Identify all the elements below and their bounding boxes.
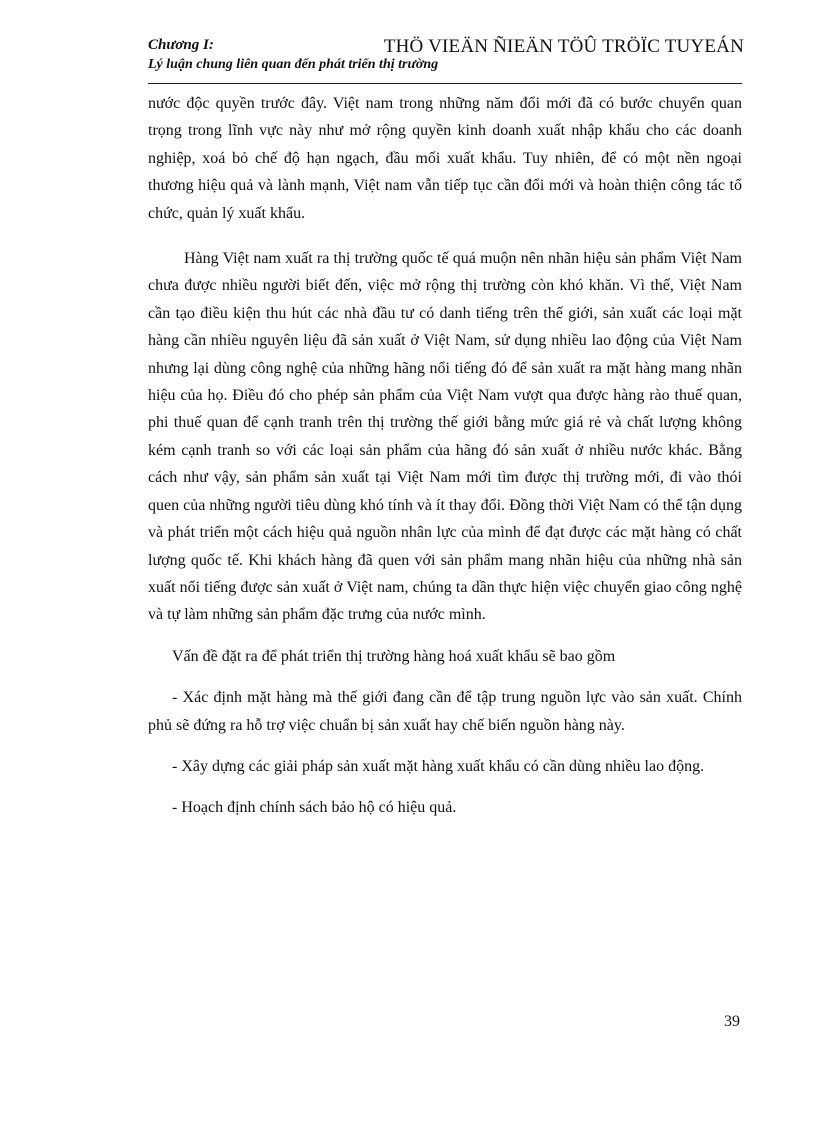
chapter-label: Chương I: [148,37,214,53]
page-header [148,36,744,82]
paragraph-continuation: nước độc quyền trước đây. Việt nam trong những năm đổi mới đã có bước chuyển quan trọng trong lĩnh vực này như mở rộng quyền kinh doanh xuất nhập khẩu cho các doanh nghiệp, xoá bỏ chế độ hạn ngạch, đầu mối xuất khẩu. Tuy nhiên, để có một nền ngoại thương hiệu quả và lành mạnh, Việt nam vẫn tiếp tục cần đổi mới và hoàn thiện công tác tổ chức, quản lý xuất khẩu. [148,95,742,222]
library-name: THÖ VIEÄN ÑIEÄN TÖÛ TRÖÏC TUYEÁN [383,36,744,57]
header-divider [148,83,742,84]
paragraph-intro-list: Vấn đề đặt ra để phát triển thị trường hàng hoá xuất khẩu sẽ bao gồm [172,647,616,665]
list-item: - Hoạch định chính sách bảo hộ có hiệu quả. [172,799,457,817]
list-item: - Xây dựng các giải pháp sản xuất mặt hàng xuất khẩu có cần dùng nhiều lao động. [172,757,705,775]
paragraph-main: Hàng Việt nam xuất ra thị trường quốc tế quá muộn nên nhãn hiệu sản phẩm Việt Nam chưa được nhiều người biết đến, việc mở rộng thị trường còn khó khăn. Vì thế, Việt Nam cần tạo điều kiện thu hút các nhà đầu tư có danh tiếng trên thế giới, sản xuất các loại mặt hàng cần nhiều nguyên liệu đã sản xuất ở Việt Nam, sử dụng nhiều lao động của Việt Nam nhưng lại dùng công nghệ của những hãng nổi tiếng đó để sản xuất ra mặt hàng mang nhãn hiệu của họ. Điều đó cho phép sản phẩm của Việt Nam vượt qua được hàng rào thuế quan, phi thuế quan để cạnh tranh trên thị trường thế giới bằng mức giá rẻ và chất lượng không kém cạnh tranh so với các loại sản phẩm của hãng đó sản xuất ở nhiều nước khác. Bằng cách như vậy, sản phẩm sản xuất tại Việt Nam mới tìm được thị trường mới, đi vào thói quen của những người tiêu dùng khó tính và ít thay đổi. Đồng thời Việt Nam có thể tận dụng và phát triển một cách hiệu quả nguồn nhân lực của mình để đạt được các mặt hàng có chất lượng quốc tế. Khi khách hàng đã quen với sản phẩm mang nhãn hiệu của những nhà sản xuất nổi tiếng được sản xuất ở Việt nam, chúng ta dần thực hiện việc chuyển giao công nghệ và tự làm những sản phẩm đặc trưng của nước mình. [148,250,742,624]
body-text [148,90,742,836]
list-item: - Xác định mặt hàng mà thế giới đang cần để tập trung nguồn lực vào sản xuất. Chính phủ sẽ đứng ra hỗ trợ việc chuẩn bị sản xuất hay chế biến nguồn hàng này. [148,689,742,734]
page-number: 39 [724,1013,740,1030]
chapter-title: Lý luận chung liên quan đến phát triển thị trường [148,57,439,72]
